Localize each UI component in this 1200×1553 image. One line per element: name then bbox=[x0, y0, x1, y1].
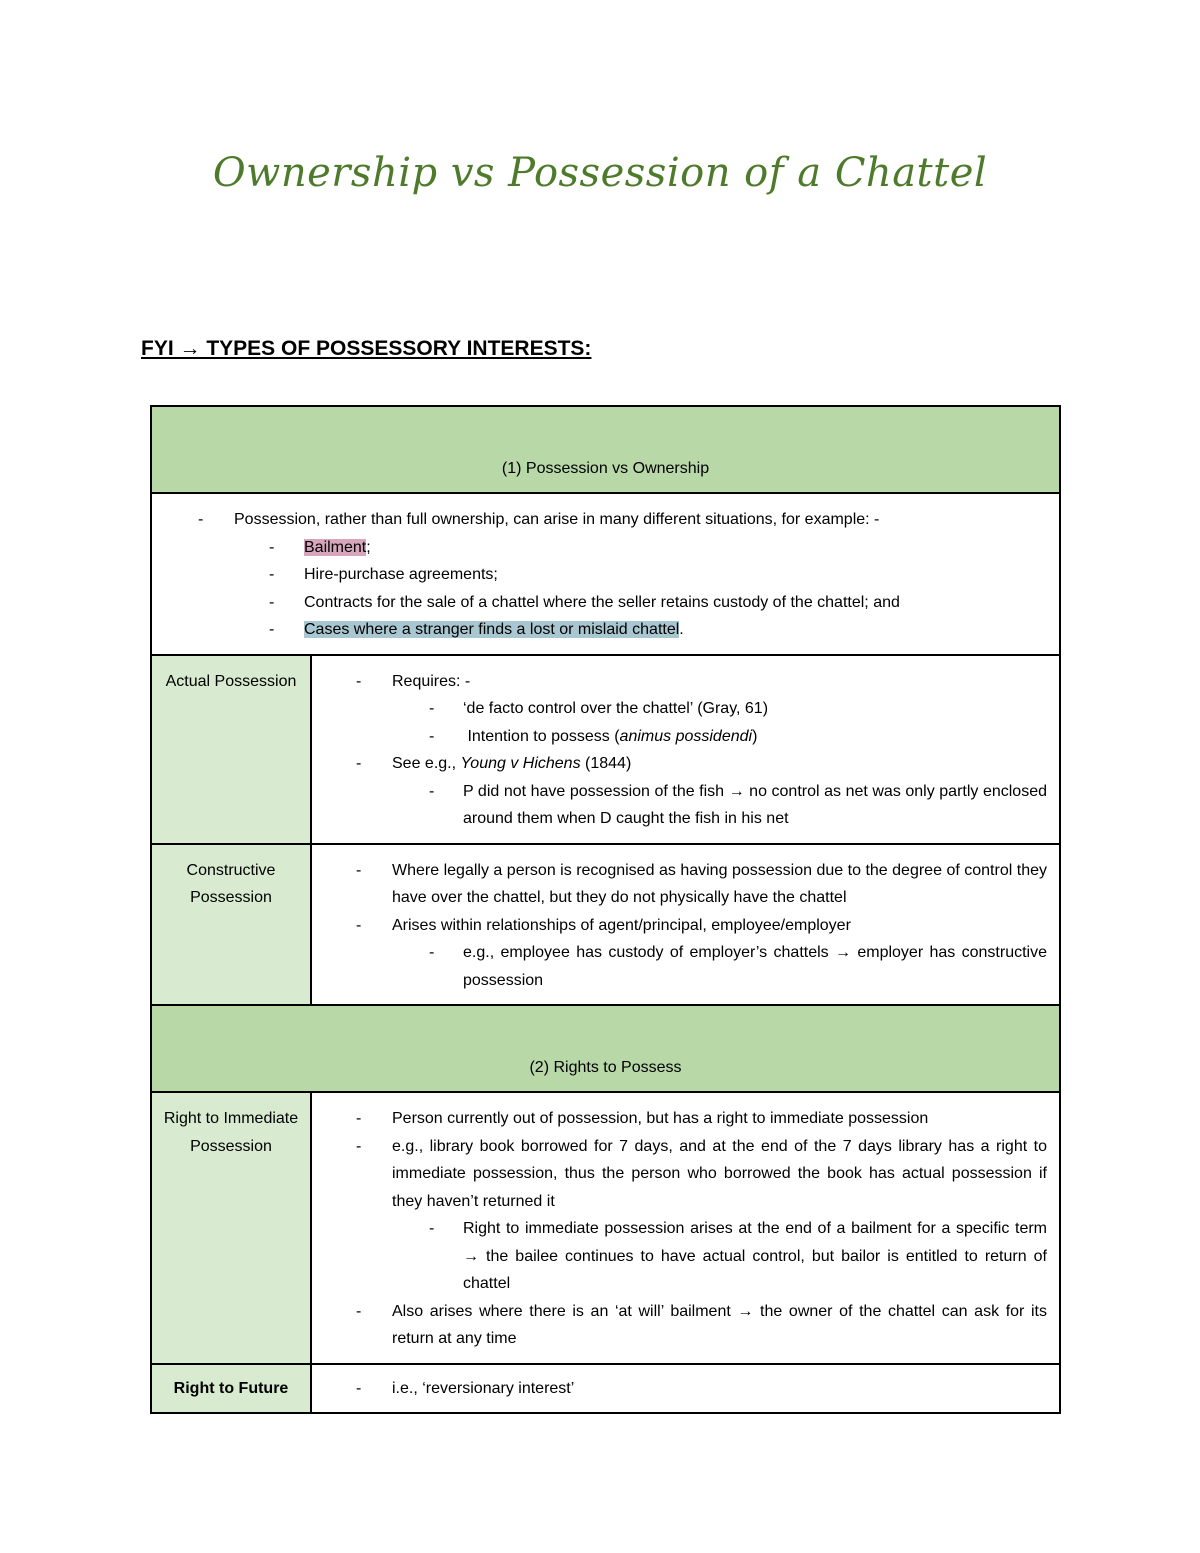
immediate-possession-label: Right to Immediate Possession bbox=[151, 1092, 311, 1364]
list-item: - ‘de facto control over the chattel’ (Gray, 61) bbox=[312, 695, 1047, 723]
actual-possession-label: Actual Possession bbox=[151, 655, 311, 844]
text-part: See e.g., bbox=[392, 755, 461, 772]
section-2-header: (2) Rights to Possess bbox=[151, 1005, 1060, 1092]
list-item: - Where legally a person is recognised as having possession due to the degree of control they have over the chattel, but they do not physically have the chattel bbox=[312, 857, 1047, 912]
list-item bbox=[152, 616, 1047, 644]
list-item bbox=[152, 534, 1047, 562]
immediate-possession-list bbox=[312, 1105, 1047, 1353]
actual-possession-row bbox=[151, 655, 1060, 844]
section-1-header: (1) Possession vs Ownership bbox=[151, 406, 1060, 493]
list-item: - Contracts for the sale of a chattel where the seller retains custody of the chattel; and bbox=[152, 589, 1047, 617]
highlight-lost-chattel: Cases where a stranger finds a lost or mislaid chattel bbox=[304, 621, 680, 638]
item-suffix: ; bbox=[366, 538, 371, 556]
immediate-possession-row bbox=[151, 1092, 1060, 1364]
list-item: - Arises within relationships of agent/principal, employee/employer bbox=[312, 912, 1047, 940]
list-item: - Hire-purchase agreements; bbox=[152, 561, 1047, 589]
case-name: Young v Hichens bbox=[460, 755, 581, 772]
latin-term: animus possidendi bbox=[619, 727, 753, 745]
list-item: - Requires: - bbox=[312, 668, 1047, 696]
list-item: - Person currently out of possession, but has a right to immediate possession bbox=[312, 1105, 1047, 1133]
text-part: (1844) bbox=[580, 755, 632, 772]
actual-possession-list bbox=[312, 668, 1047, 833]
list-item bbox=[312, 750, 1047, 778]
list-item: - e.g., employee has custody of employer’s chattels → employer has constructive possession bbox=[312, 939, 1047, 994]
page-title: Ownership vs Possession of a Chattel bbox=[212, 150, 988, 196]
label-text: Right to Future bbox=[173, 1379, 289, 1397]
constructive-possession-list bbox=[312, 857, 1047, 995]
right-to-future-list bbox=[312, 1375, 1047, 1403]
immediate-possession-content bbox=[311, 1092, 1060, 1364]
list-item: - P did not have possession of the fish → no control as net was only partly enclosed around them when D caught the fish in his net bbox=[312, 778, 1047, 833]
section-1-body-row bbox=[151, 493, 1060, 655]
constructive-possession-content bbox=[311, 844, 1060, 1006]
right-to-future-content bbox=[311, 1364, 1060, 1414]
list-item: - Right to immediate possession arises at the end of a bailment for a specific term → the bailee continues to have actual control, but bailor is entitled to return of chattel bbox=[312, 1215, 1047, 1298]
section-1-list bbox=[152, 506, 1047, 644]
text-part: Intention to possess ( bbox=[467, 727, 620, 745]
actual-possession-content bbox=[311, 655, 1060, 844]
section-heading: FYI → TYPES OF POSSESSORY INTERESTS: bbox=[141, 337, 592, 360]
possessory-interests-table bbox=[150, 405, 1061, 1414]
list-item: - Possession, rather than full ownership, can arise in many different situations, for example: - bbox=[152, 506, 1047, 534]
list-item: - Also arises where there is an ‘at will’ bailment → the owner of the chattel can ask for its return at any time bbox=[312, 1298, 1047, 1353]
list-item bbox=[312, 723, 1047, 751]
right-to-future-label bbox=[151, 1364, 311, 1414]
item-suffix: . bbox=[679, 621, 684, 638]
constructive-possession-label: Constructive Possession bbox=[151, 844, 311, 1006]
list-item: - i.e., ‘reversionary interest’ bbox=[312, 1375, 1047, 1403]
highlight-bailment: Bailment bbox=[304, 538, 367, 556]
section-1-header-row bbox=[151, 406, 1060, 493]
section-2-header-row bbox=[151, 1005, 1060, 1092]
text-part: ) bbox=[752, 727, 758, 745]
section-1-body bbox=[151, 493, 1060, 655]
constructive-possession-row bbox=[151, 844, 1060, 1006]
list-item: - e.g., library book borrowed for 7 days, and at the end of the 7 days library has a right to immediate possession, thus the person who borrowed the book has actual possession if they haven’t returned it bbox=[312, 1133, 1047, 1216]
right-to-future-row bbox=[151, 1364, 1060, 1414]
